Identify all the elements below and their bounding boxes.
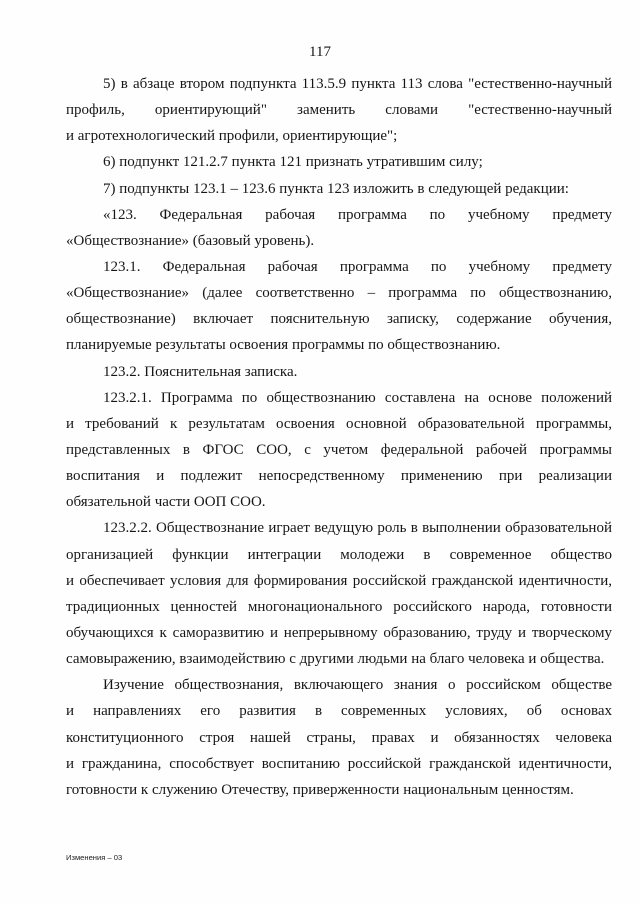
text-line: обязательной части ООП СОО. — [66, 494, 266, 511]
document-body — [66, 71, 612, 803]
text-line: «Обществознание» (далее соответственно – программа по обществознанию, — [66, 285, 612, 302]
paragraph-8 — [66, 515, 612, 672]
text-line: 7) подпункты 123.1 – 123.6 пункта 123 изложить в следующей редакции: — [103, 180, 569, 197]
paragraph-9 — [66, 672, 612, 803]
paragraph-1 — [66, 71, 612, 149]
text-line: и гражданина, способствует воспитанию российской гражданской идентичности, — [66, 755, 612, 772]
text-line: профиль, ориентирующий" заменить словами "естественно-научный — [66, 102, 612, 119]
paragraph-5 — [66, 254, 612, 359]
text-line: «123. Федеральная рабочая программа по учебному предмету — [103, 206, 612, 223]
text-line: обучающихся к саморазвитию и непрерывному образованию, труду и творческому — [66, 624, 612, 641]
text-line: и требований к результатам освоения основной образовательной программы, — [66, 415, 612, 432]
text-line: воспитания и подлежит непосредственному применению при реализации — [66, 468, 612, 485]
text-line: организацией функции интеграции молодежи в современное общество — [66, 546, 612, 563]
text-line: планируемые результаты освоения программы по обществознанию. — [66, 337, 501, 354]
text-line: 5) в абзаце втором подпункта 113.5.9 пункта 113 слова "естественно-научный — [103, 76, 612, 92]
text-line: 123.1. Федеральная рабочая программа по учебному предмету — [103, 258, 612, 275]
text-line: 123.2. Пояснительная записка. — [103, 363, 298, 380]
text-line: и обеспечивает условия для формирования российской гражданской идентичности, — [66, 572, 612, 589]
text-line: готовности к служению Отечеству, приверженности национальным ценностям. — [66, 781, 574, 798]
text-line: конституционного строя нашей страны, правах и обязанностях человека — [66, 729, 612, 746]
text-line: традиционных ценностей многонационального российского народа, готовности — [66, 598, 612, 615]
paragraph-3 — [66, 176, 612, 202]
text-line: и агротехнологический профили, ориентирующие"; — [66, 128, 398, 145]
paragraph-4 — [66, 202, 612, 254]
paragraph-2 — [66, 149, 612, 175]
text-line: обществознание) включает пояснительную записку, содержание обучения, — [66, 311, 612, 328]
text-line: представленных в ФГОС СОО, с учетом федеральной рабочей программы — [66, 441, 612, 458]
text-line: 6) подпункт 121.2.7 пункта 121 признать утратившим силу; — [103, 154, 483, 171]
text-line: и направлениях его развития в современных условиях, об основах — [66, 703, 612, 720]
paragraph-7 — [66, 385, 612, 516]
page-number: 117 — [309, 44, 331, 60]
text-line: самовыражению, взаимодействию с другими людьми на благо человека и общества. — [66, 651, 605, 668]
footer-revision-label: Изменения – 03 — [66, 853, 123, 862]
paragraph-6 — [66, 359, 612, 385]
text-line: Изучение обществознания, включающего знания о российском обществе — [103, 677, 612, 694]
text-line: 123.2.2. Обществознание играет ведущую роль в выполнении образовательной — [103, 520, 612, 537]
text-line: «Обществознание» (базовый уровень). — [66, 232, 315, 249]
text-line: 123.2.1. Программа по обществознанию составлена на основе положений — [103, 389, 612, 406]
